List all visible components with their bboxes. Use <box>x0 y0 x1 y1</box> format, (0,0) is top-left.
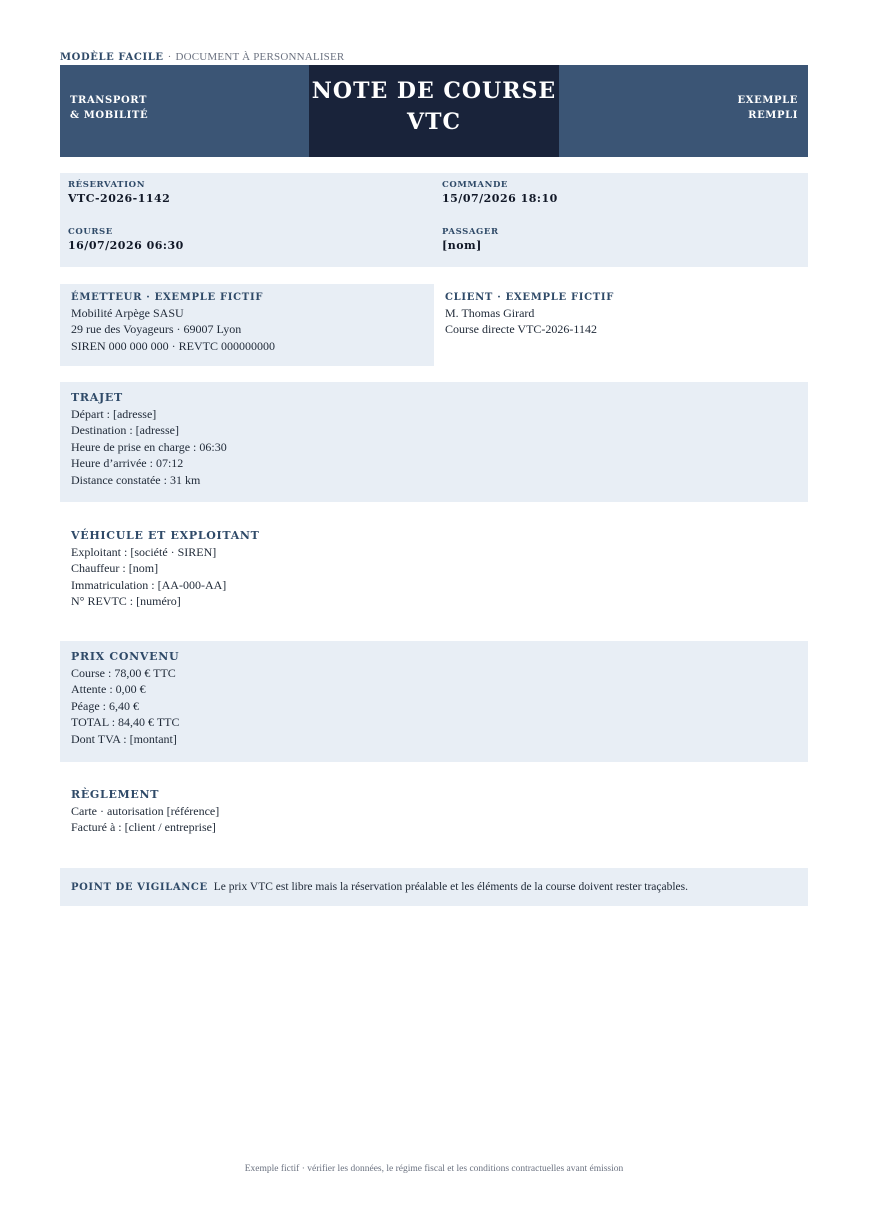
trajet-title: TRAJET <box>71 391 123 404</box>
header-right <box>738 93 798 123</box>
separator: · <box>167 51 172 63</box>
meta-commande <box>442 179 558 207</box>
passager-label: PASSAGER <box>442 227 499 237</box>
reservation-label: RÉSERVATION <box>68 180 146 190</box>
reservation-value: VTC-2026-1142 <box>68 192 171 205</box>
emetteur-line: Mobilité Arpège SASU <box>71 306 184 320</box>
parties-block <box>60 284 808 366</box>
meta-block <box>60 173 808 267</box>
prix-line: Course : 78,00 € TTC <box>71 666 176 680</box>
header-left-line1: TRANSPORT <box>70 95 148 106</box>
trajet-section <box>60 382 808 502</box>
brand-label: MODÈLE FACILE <box>60 52 164 63</box>
document-title <box>309 65 559 157</box>
vehicule-line: Exploitant : [société · SIREN] <box>71 545 217 559</box>
reglement-line: Carte · autorisation [référence] <box>71 804 220 818</box>
meta-passager <box>442 226 499 254</box>
meta-course <box>68 226 184 254</box>
document-subtitle: DOCUMENT À PERSONNALISER <box>175 51 345 63</box>
header-banner <box>60 65 808 157</box>
emetteur-title: ÉMETTEUR · EXEMPLE FICTIF <box>71 292 264 303</box>
client-line: M. Thomas Girard <box>445 306 535 320</box>
reglement-line: Facturé à : [client / entreprise] <box>71 820 216 835</box>
prix-line: Attente : 0,00 € <box>71 682 146 697</box>
header-left-line2: & MOBILITÉ <box>70 110 149 121</box>
emetteur-panel <box>60 284 434 366</box>
trajet-line: Destination : [adresse] <box>71 423 179 438</box>
course-label: COURSE <box>68 227 113 237</box>
client-title: CLIENT · EXEMPLE FICTIF <box>445 292 615 303</box>
passager-value: [nom] <box>442 239 482 252</box>
footer-note: Exemple fictif · vérifier les données, le régime fiscal et les conditions contractuelles avant émission <box>244 1164 624 1174</box>
emetteur-line: SIREN 000 000 000 · REVTC 000000000 <box>71 338 275 353</box>
title-line1: NOTE DE COURSE <box>311 78 557 104</box>
vehicule-line: N° REVTC : [numéro] <box>71 594 181 609</box>
client-line: Course directe VTC-2026-1142 <box>445 322 597 337</box>
client-panel <box>434 284 808 366</box>
trajet-line: Heure d’arrivée : 07:12 <box>71 456 184 471</box>
vigilance-label: POINT DE VIGILANCE <box>71 882 208 893</box>
vehicule-title: VÉHICULE ET EXPLOITANT <box>71 529 260 542</box>
emetteur-line: 29 rue des Voyageurs · 69007 Lyon <box>71 322 242 337</box>
prix-line: Péage : 6,40 € <box>71 698 139 713</box>
commande-label: COMMANDE <box>442 180 509 190</box>
vehicule-line: Chauffeur : [nom] <box>71 561 159 576</box>
prix-line: TOTAL : 84,40 € TTC <box>71 715 180 730</box>
commande-value: 15/07/2026 18:10 <box>442 192 558 205</box>
vehicule-section <box>60 520 808 624</box>
course-value: 16/07/2026 06:30 <box>68 239 184 252</box>
top-line <box>60 51 344 63</box>
meta-reservation <box>68 179 170 207</box>
vigilance-text: Le prix VTC est libre mais la réservation préalable et les éléments de la course doivent rester traçables. <box>213 881 689 893</box>
reglement-title: RÈGLEMENT <box>71 788 160 801</box>
vigilance-note <box>60 868 808 906</box>
trajet-line: Heure de prise en charge : 06:30 <box>71 439 227 454</box>
prix-section <box>60 641 808 762</box>
prix-title: PRIX CONVENU <box>71 650 180 663</box>
vehicule-line: Immatriculation : [AA-000-AA] <box>71 577 227 592</box>
trajet-line: Distance constatée : 31 km <box>71 472 201 487</box>
trajet-line: Départ : [adresse] <box>71 407 157 421</box>
header-right-line1: EXEMPLE <box>737 95 798 106</box>
title-line2: VTC <box>407 109 461 135</box>
header-right-line2: REMPLI <box>748 110 798 121</box>
prix-line: Dont TVA : [montant] <box>71 731 177 746</box>
reglement-section <box>60 779 808 849</box>
header-left <box>70 93 148 123</box>
